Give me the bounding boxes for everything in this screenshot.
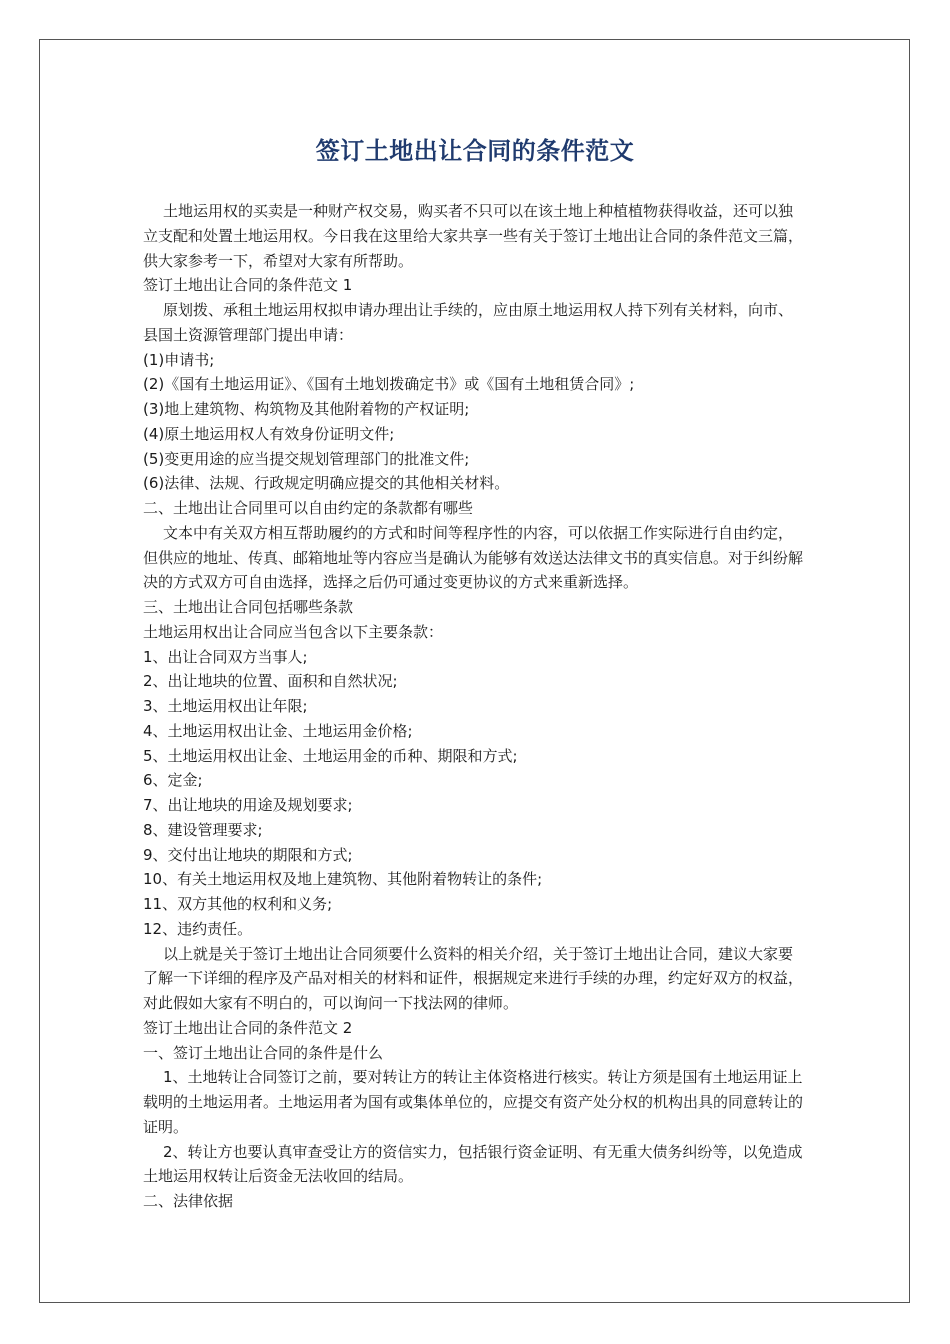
body-paragraph: 1、土地转让合同签订之前，要对转让方的转让主体资格进行核实。转让方须是国有土地运用证上载明的土地运用者。土地运用者为国有或集体单位的，应提交有资产处分权的机构出具的同意转让的证明。	[143, 1068, 804, 1136]
document-body	[143, 199, 807, 1214]
body-paragraph: 原划拨、承租土地运用权拟申请办理出让手续的，应由原土地运用权人持下列有关材料，向市、县国土资源管理部门提出申请：	[143, 301, 794, 344]
list-item: 2、出让地块的位置、面积和自然状况;	[143, 672, 398, 691]
section-heading: 签订土地出让合同的条件范文 2	[143, 1018, 353, 1037]
section-heading: 签订土地出让合同的条件范文 1	[143, 276, 353, 295]
section-heading: 二、法律依据	[143, 1192, 234, 1210]
list-item: 1、出让合同双方当事人;	[143, 647, 308, 666]
list-item: 11、双方其他的权利和义务;	[143, 895, 333, 913]
list-item: 10、有关土地运用权及地上建筑物、其他附着物转让的条件;	[143, 870, 543, 889]
list-item: (4)原土地运用权人有效身份证明文件;	[143, 424, 395, 443]
body-line: 土地运用权出让合同应当包含以下主要条款：	[143, 622, 444, 641]
list-item: 7、出让地块的用途及规划要求;	[143, 796, 353, 814]
document-title: 签订土地出让合同的条件范文	[315, 137, 635, 165]
body-paragraph: 以上就是关于签订土地出让合同须要什么资料的相关介绍，关于签订土地出让合同，建议大家要了解一下详细的程序及产品对相关的材料和证件，根据规定来进行手续的办理，约定好双方的权益，对此假如大家有不明白的，可以询问一下找法网的律师。	[143, 944, 804, 1012]
list-item: 4、土地运用权出让金、土地运用金价格;	[143, 721, 413, 740]
body-paragraph: 2、转让方也要认真审查受让方的资信实力，包括银行资金证明、有无重大债务纠纷等，以免造成土地运用权转让后资金无法收回的结局。	[143, 1142, 803, 1186]
list-item: 8、建设管理要求;	[143, 820, 263, 839]
list-item: 12、违约责任。	[143, 919, 253, 938]
section-heading: 一、签订土地出让合同的条件是什么	[143, 1043, 384, 1062]
list-item: (1)申请书;	[143, 350, 215, 369]
intro-paragraph: 土地运用权的买卖是一种财产权交易，购买者不只可以在该土地上种植植物获得收益，还可以独立支配和处置土地运用权。今日我在这里给大家共享一些有关于签订土地出让合同的条件范文三篇，供大家参考一下，希望对大家有所帮助。	[143, 202, 804, 270]
body-paragraph: 文本中有关双方相互帮助履约的方式和时间等程序性的内容，可以依据工作实际进行自由约定，但供应的地址、传真、邮箱地址等内容应当是确认为能够有效送达法律文书的真实信息。对于纠纷解决的方式双方可自由选择，选择之后仍可通过变更协议的方式来重新选择。	[143, 523, 804, 592]
list-item: 3、土地运用权出让年限;	[143, 697, 308, 715]
list-item: 9、交付出让地块的期限和方式;	[143, 845, 353, 864]
list-item: 6、定金;	[143, 771, 203, 790]
list-item: (2)《国有土地运用证》、《国有土地划拨确定书》或《国有土地租赁合同》;	[143, 375, 635, 394]
list-item: 5、土地运用权出让金、土地运用金的币种、期限和方式;	[143, 746, 518, 765]
list-item: (6)法律、法规、行政规定明确应提交的其他相关材料。	[143, 474, 510, 493]
section-heading: 二、土地出让合同里可以自由约定的条款都有哪些	[143, 499, 474, 517]
list-item: (3)地上建筑物、构筑物及其他附着物的产权证明;	[143, 400, 470, 418]
list-item: (5)变更用途的应当提交规划管理部门的批准文件;	[143, 449, 470, 468]
section-heading: 三、土地出让合同包括哪些条款	[143, 598, 354, 616]
